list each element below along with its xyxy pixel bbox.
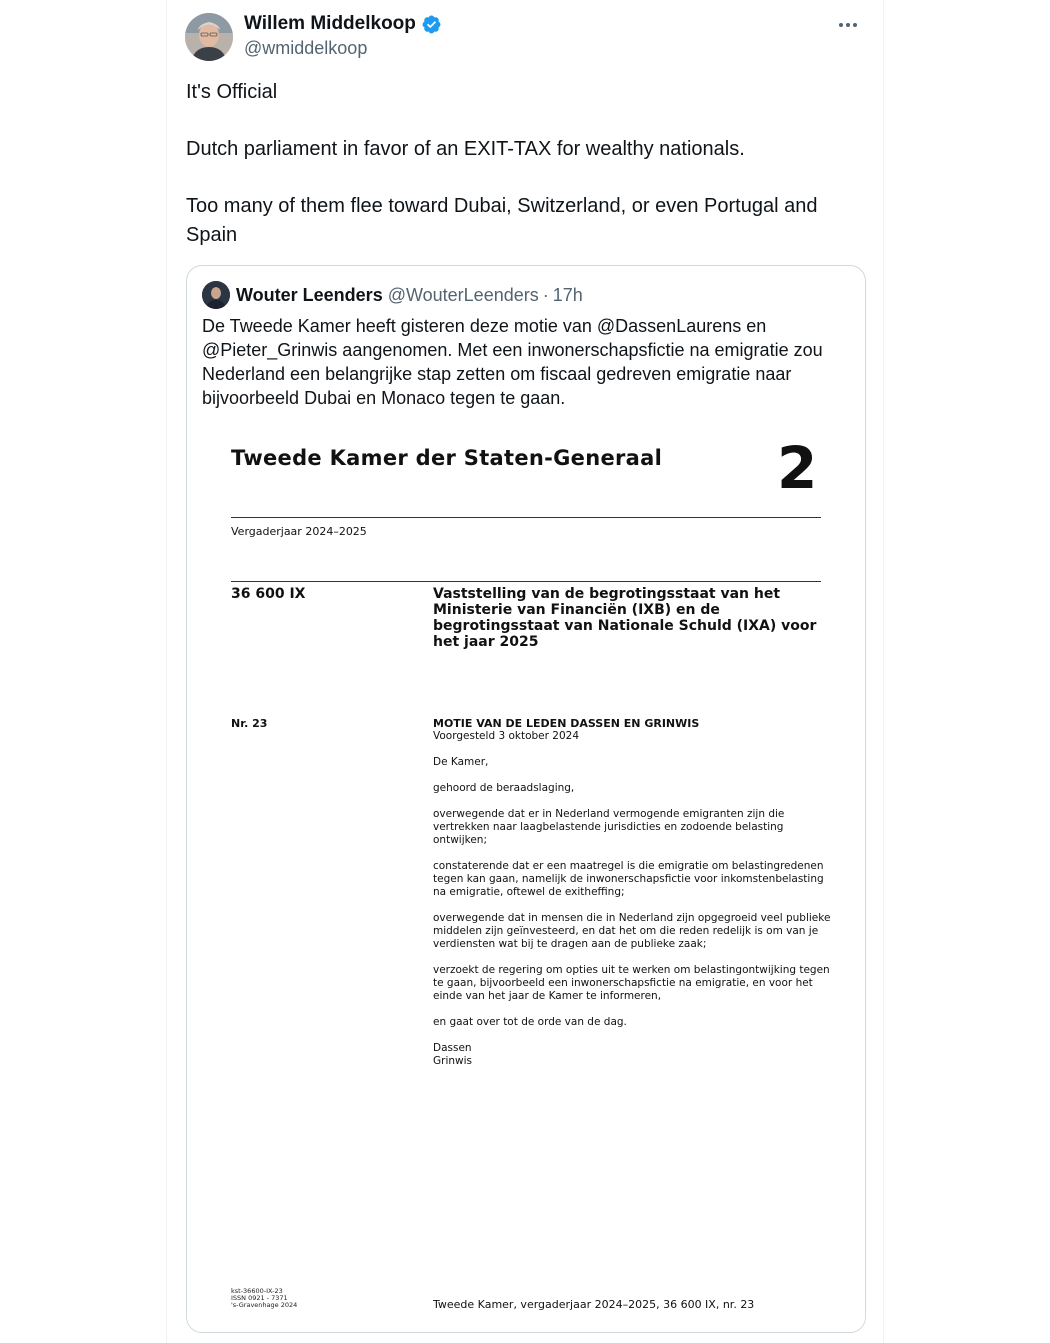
document-body: [433, 717, 833, 1068]
author-handle[interactable]: @wmiddelkoop: [244, 38, 368, 58]
tweet-author-row: [185, 12, 865, 64]
tweet-article: [166, 0, 884, 1343]
motion-paragraph: overwegende dat in mensen die in Nederland zijn opgegroeid veel publieke middelen zijn geïnvesteerd, en dat het om die reden redelijk is om van je verdiensten wat bij te dragen aan de publieke zaak;: [433, 912, 831, 950]
document-number: 2: [777, 434, 818, 502]
author-avatar[interactable]: [185, 13, 233, 61]
tweet-paragraph: It's Official: [186, 81, 278, 103]
document-subject: Vaststelling van de begrotingsstaat van het Ministerie van Financiën (IXB) en de begrotingsstaat van Nationale Schuld (IXA) voor het jaar 2025: [433, 586, 817, 650]
document-dossier-number: 36 600 IX: [231, 586, 306, 602]
motion-proposed-date: Voorgesteld 3 oktober 2024: [433, 730, 580, 742]
document-nr: Nr. 23: [231, 717, 268, 730]
quoted-tweet-text: De Tweede Kamer heeft gisteren deze motie van @DassenLaurens en @Pieter_Grinwis aangenomen. Met een inwonerschapsfictie na emigratie zou Nederland een belangrijke stap zetten om fiscaal gedreven emigratie naar bijvoorbeeld Dubai en Monaco tegen te gaan.: [202, 316, 823, 408]
tweet-paragraph: Dutch parliament in favor of an EXIT-TAX for wealthy nationals.: [186, 138, 745, 160]
motion-signatory: Dassen: [433, 1042, 472, 1054]
document-footer-codes: [231, 1288, 297, 1309]
document-title: Tweede Kamer der Staten-Generaal: [231, 446, 663, 470]
motion-paragraph: en gaat over tot de orde van de dag.: [433, 1016, 627, 1028]
document-footer-line: ISSN 0921 - 7371: [231, 1294, 288, 1302]
quoted-author-handle[interactable]: @WouterLeenders: [387, 284, 539, 305]
author-name[interactable]: Willem Middelkoop: [244, 13, 416, 34]
motion-title: MOTIE VAN DE LEDEN DASSEN EN GRINWIS: [433, 717, 700, 730]
document-footer-line: kst-36600-IX-23: [231, 1287, 283, 1295]
document-footer-line: 's-Gravenhage 2024: [231, 1301, 298, 1309]
quoted-tweet-card[interactable]: [186, 265, 866, 1333]
document-footer-reference: Tweede Kamer, vergaderjaar 2024–2025, 36 600 IX, nr. 23: [433, 1298, 755, 1311]
motion-paragraph: gehoord de beraadslaging,: [433, 782, 575, 794]
motion-signatory: Grinwis: [433, 1055, 473, 1067]
tweet-text: [186, 78, 866, 250]
quoted-author-avatar[interactable]: [202, 281, 230, 309]
verified-badge-icon: [421, 14, 442, 35]
motion-paragraph: De Kamer,: [433, 756, 489, 768]
motion-paragraph: constaterende dat er een maatregel is die emigratie om belastingredenen tegen kan gaan, namelijk de inwonerschapsfictie voor inkomstenbelasting na emigratie, oftewel de exitheffing;: [433, 860, 824, 898]
document-image[interactable]: [187, 426, 865, 1333]
document-year: Vergaderjaar 2024–2025: [231, 525, 367, 538]
quoted-tweet-header: [202, 280, 583, 310]
more-options-icon[interactable]: [831, 12, 865, 38]
quoted-tweet-time[interactable]: 17h: [552, 284, 583, 305]
document-divider: [231, 581, 821, 582]
tweet-paragraph: Too many of them flee toward Dubai, Switzerland, or even Portugal and Spain: [186, 195, 818, 246]
separator-dot: ·: [542, 284, 549, 305]
motion-paragraph: verzoekt de regering om opties uit te werken om belastingontwijking tegen te gaan, bijvoorbeeld een inwonerschapsfictie na emigratie, en voor het einde van het jaar de Kamer te informeren,: [433, 964, 830, 1002]
quoted-author-name[interactable]: Wouter Leenders: [236, 284, 383, 305]
author-name-container[interactable]: [244, 13, 442, 35]
motion-paragraph: overwegende dat er in Nederland vermogende emigranten zijn die vertrekken naar laagbelastende jurisdicties en zodoende belasting ontwijken;: [433, 808, 785, 846]
document-divider: [231, 517, 821, 518]
